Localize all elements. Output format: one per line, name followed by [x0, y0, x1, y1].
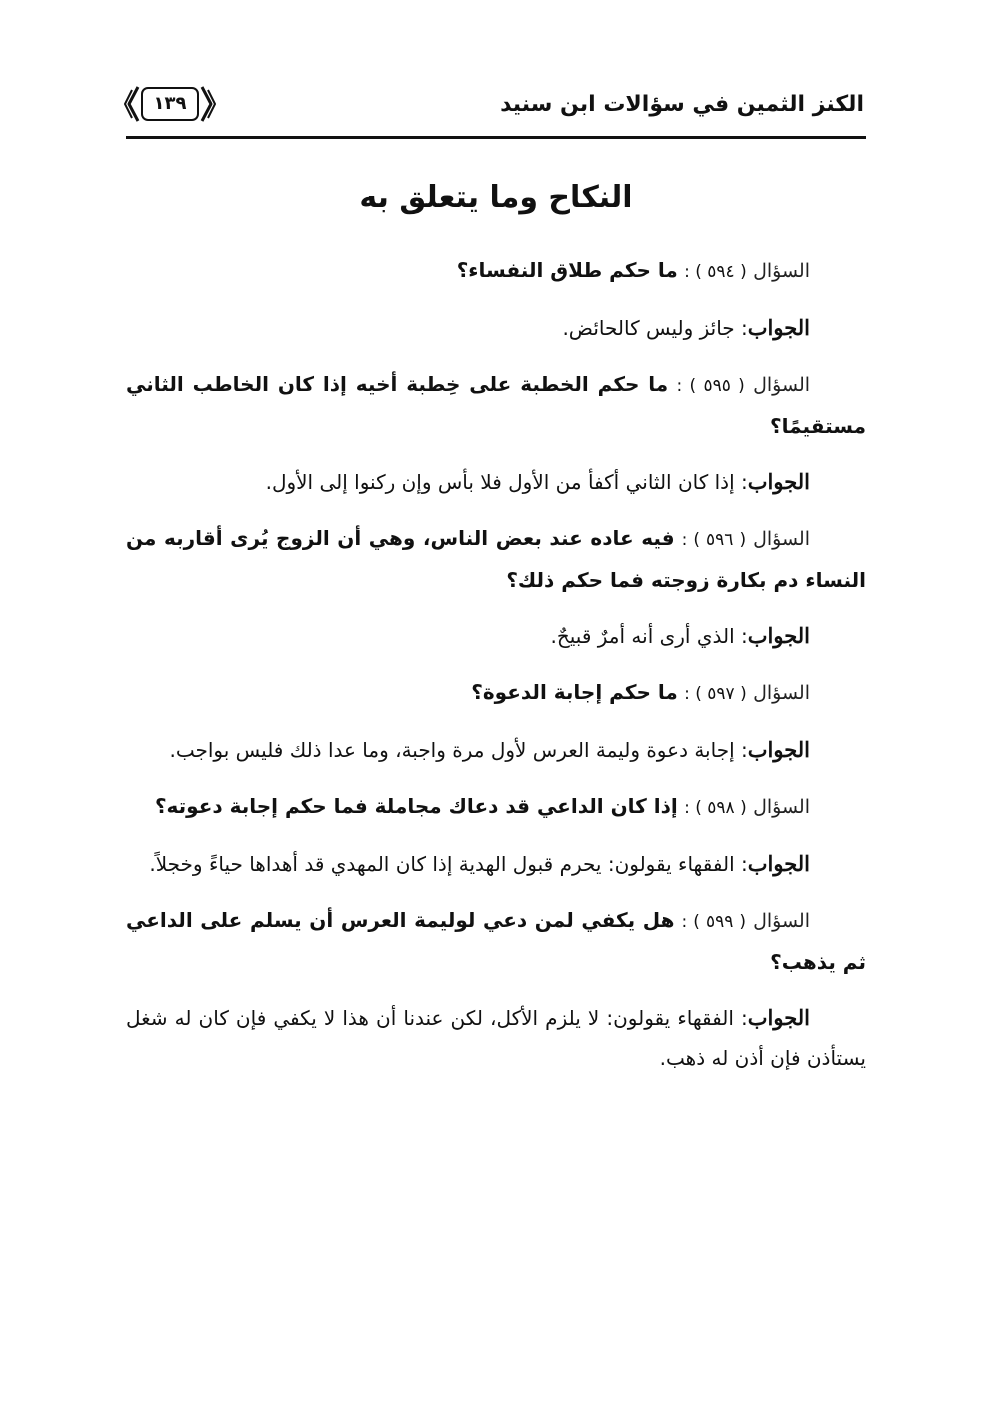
- answer-label: الجواب: [747, 315, 810, 340]
- answer-text: : إذا كان الثاني أكفأ من الأول فلا بأس وإن ركنوا إلى الأول.: [265, 470, 748, 494]
- question-number: ( ٥٩٩ ) :: [681, 912, 747, 932]
- question-label: السؤال: [753, 682, 810, 704]
- answer-text: : الذي أرى أنه أمرٌ قبيحٌ.: [550, 624, 748, 648]
- page-number: ١٣٩: [153, 93, 187, 114]
- question-label: السؤال: [753, 796, 810, 818]
- question-text: ما حكم طلاق النفساء؟: [456, 258, 678, 282]
- question-label: السؤال: [753, 910, 810, 932]
- question-596: [126, 518, 866, 600]
- question-598: [126, 786, 866, 828]
- answer-598: [126, 844, 866, 884]
- qa-content: [126, 250, 866, 1094]
- question-text: هل يكفي لمن دعي لوليمة العرس أن يسلم على الداعي ثم يذهب؟: [126, 908, 866, 974]
- question-label: السؤال: [753, 528, 810, 550]
- answer-label: الجواب: [747, 1005, 810, 1030]
- question-595: [126, 364, 866, 446]
- answer-599: [126, 998, 866, 1078]
- answer-label: الجواب: [747, 623, 810, 648]
- answer-597: [126, 730, 866, 770]
- question-number: ( ٥٩٨ ) :: [684, 798, 747, 818]
- question-text: ما حكم إجابة الدعوة؟: [471, 680, 678, 704]
- question-599: [126, 900, 866, 982]
- question-number: ( ٥٩٥ ) :: [676, 376, 745, 396]
- answer-text: : جائز وليس كالحائض.: [562, 316, 748, 340]
- answer-text: : الفقهاء يقولون: يحرم قبول الهدية إذا كان المهدي قد أهداها حياءً وخجلاً.: [149, 852, 748, 876]
- page-number-badge: [122, 84, 218, 124]
- answer-594: [126, 308, 866, 348]
- header-divider: [126, 136, 866, 139]
- question-594: [126, 250, 866, 292]
- question-text: فيه عاده عند بعض الناس، وهي أن الزوج يُرى أقاربه من النساء دم بكارة زوجته فما حكم ذلك؟: [126, 526, 866, 592]
- answer-text: : الفقهاء يقولون: لا يلزم الأكل، لكن عندنا أن هذا لا يكفي فإن كان له شغل يستأذن فإن أذن له ذهب.: [126, 1006, 866, 1070]
- section-title: النكاح وما يتعلق به: [359, 180, 633, 215]
- answer-label: الجواب: [747, 469, 810, 494]
- question-text: ما حكم الخطبة على خِطبة أخيه إذا كان الخاطب الثاني مستقيمًا؟: [126, 372, 866, 438]
- answer-label: الجواب: [747, 737, 810, 762]
- answer-label: الجواب: [747, 851, 810, 876]
- running-title: الكنز الثمين في سؤالات ابن سنيد: [500, 92, 864, 117]
- question-number: ( ٥٩٦ ) :: [681, 530, 747, 550]
- question-label: السؤال: [753, 260, 810, 282]
- answer-text: : إجابة دعوة وليمة العرس لأول مرة واجبة، وما عدا ذلك فليس بواجب.: [169, 738, 748, 762]
- question-number: ( ٥٩٤ ) :: [684, 262, 747, 282]
- question-number: ( ٥٩٧ ) :: [684, 684, 747, 704]
- question-text: إذا كان الداعي قد دعاك مجاملة فما حكم إجابة دعوته؟: [154, 794, 678, 818]
- question-597: [126, 672, 866, 714]
- answer-595: [126, 462, 866, 502]
- question-label: السؤال: [753, 374, 811, 396]
- answer-596: [126, 616, 866, 656]
